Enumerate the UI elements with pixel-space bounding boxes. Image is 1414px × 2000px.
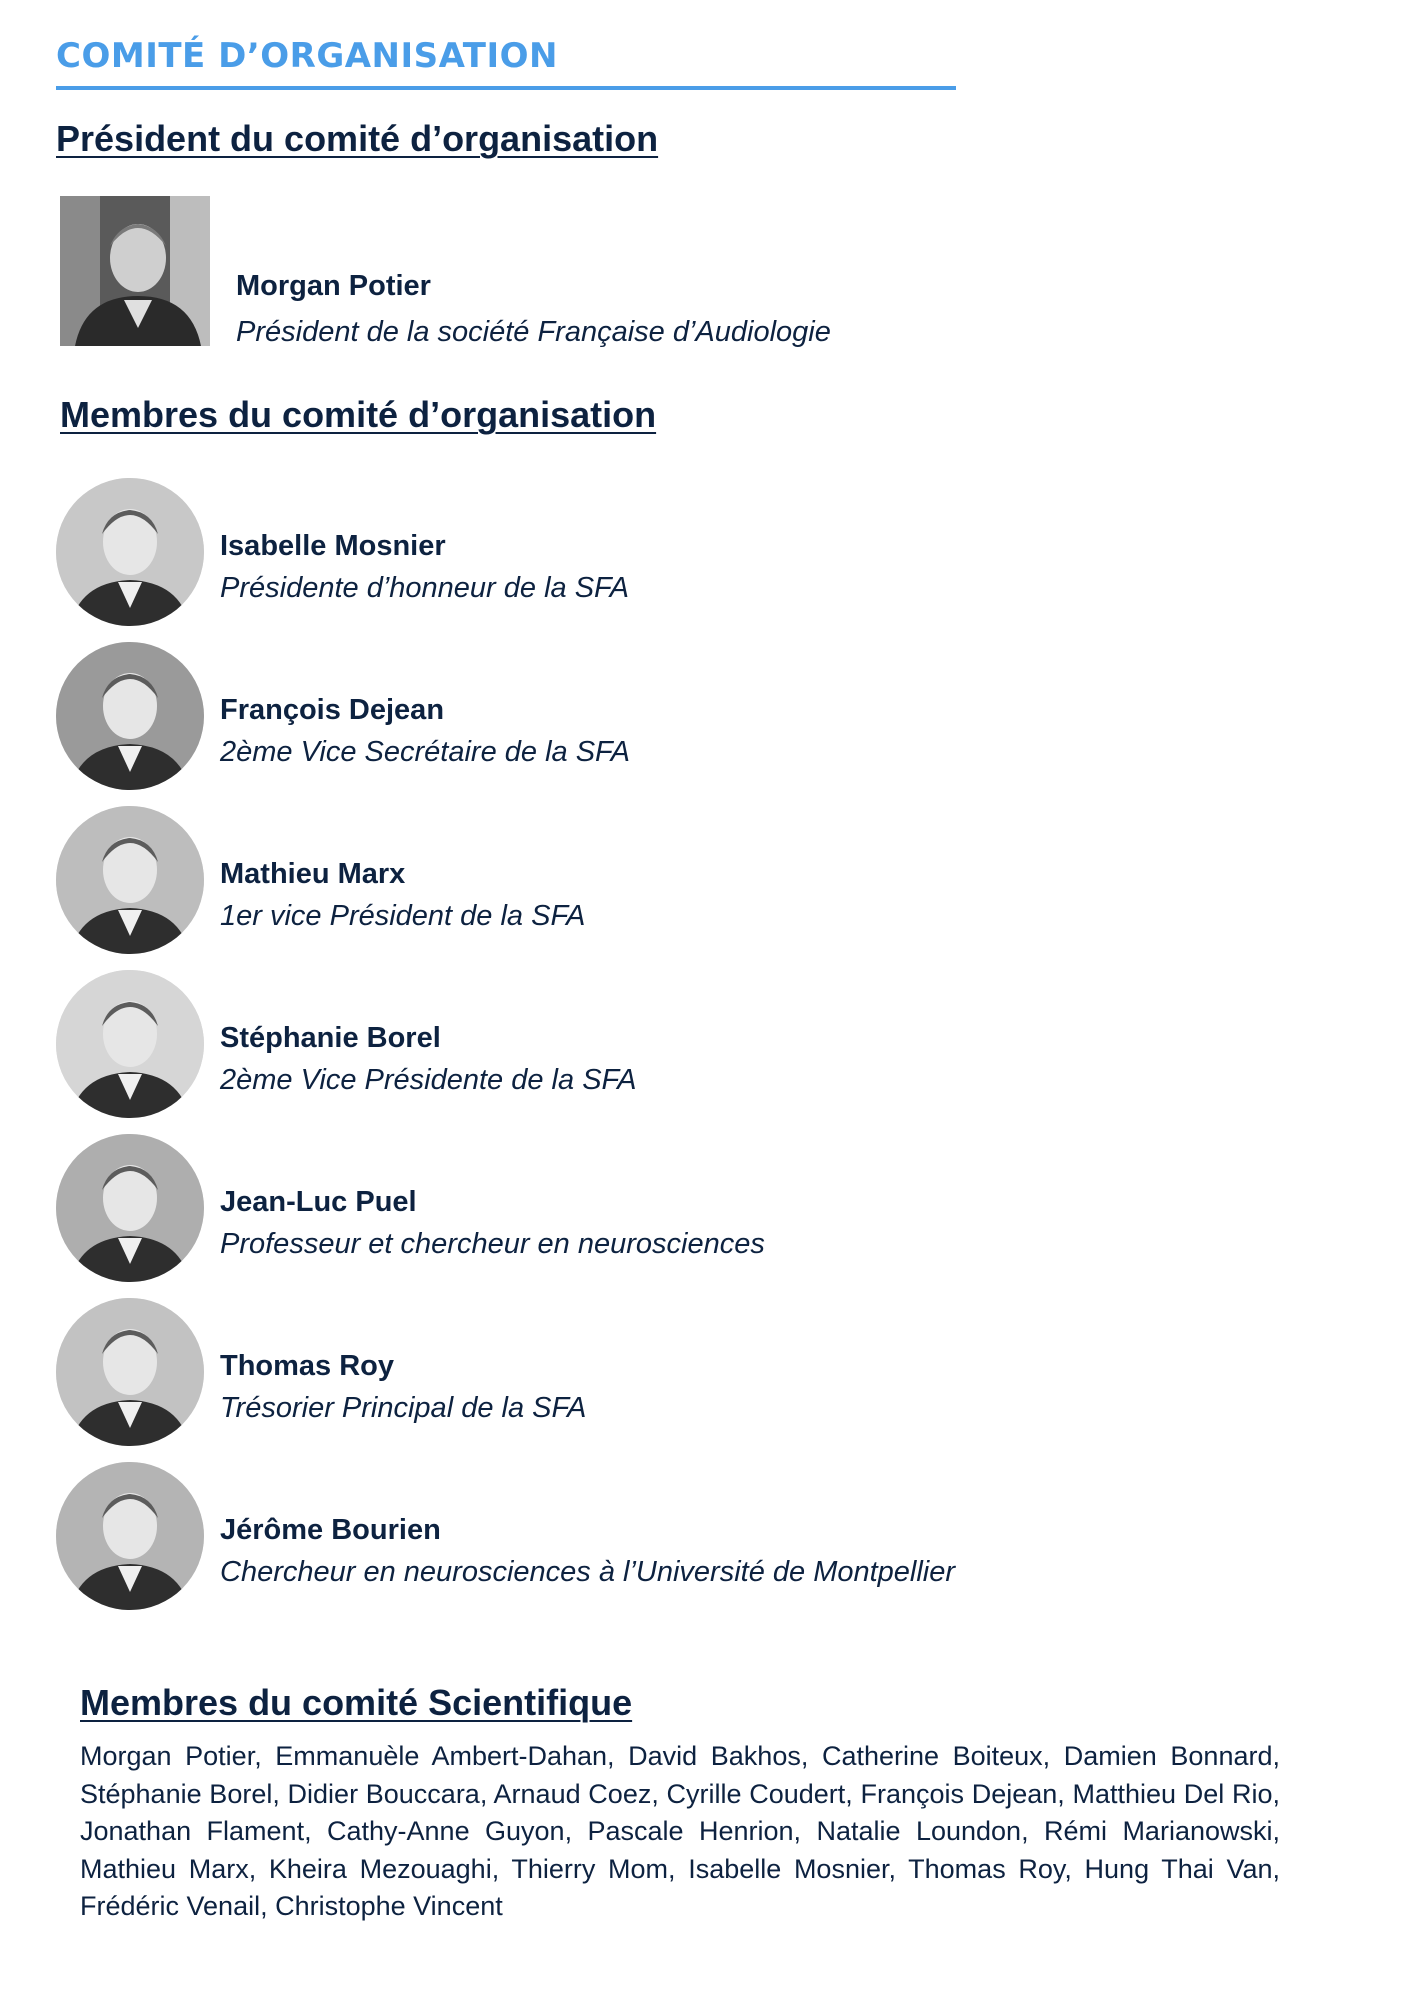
member-name: Mathieu Marx xyxy=(220,858,406,890)
member-name: Isabelle Mosnier xyxy=(220,530,446,562)
members-section-title: Membres du comité d’organisation xyxy=(60,394,657,435)
member-name: François Dejean xyxy=(220,694,445,726)
member-portrait-photo xyxy=(56,1462,204,1610)
portrait-photo xyxy=(60,196,210,346)
member-portrait-photo xyxy=(56,970,204,1118)
member-role: 2ème Vice Présidente de la SFA xyxy=(220,1064,637,1096)
member-role: Présidente d’honneur de la SFA xyxy=(220,572,629,604)
member-portrait-photo xyxy=(56,1298,204,1446)
person-role: Président de la société Française d’Audiologie xyxy=(236,316,831,348)
member-role: 2ème Vice Secrétaire de la SFA xyxy=(220,736,630,768)
member-portrait-photo xyxy=(56,478,204,626)
scientific-section-title: Membres du comité Scientifique xyxy=(80,1682,633,1723)
member-role: 1er vice Président de la SFA xyxy=(220,900,586,932)
member-portrait-photo xyxy=(56,642,204,790)
scientific-members-text: Morgan Potier, Emmanuèle Ambert-Dahan, David Bakhos, Catherine Boiteux, Damien Bonnard, Stéphanie Borel, Didier Bouccara, Arnaud Coez, Cyrille Coudert, François Dejean, Matthieu Del Rio, Jonathan Flament, Cathy-Anne Guyon, Pascale Henrion, Natalie Loundon, Rémi Marianowski, Mathieu Marx, Kheira Mezouaghi, Thierry Mom, Isabelle Mosnier, Thomas Roy, Hung Thai Van, Frédéric Venail, Christophe Vincent xyxy=(80,1741,1280,1921)
header-divider xyxy=(56,86,956,90)
member-name: Stéphanie Borel xyxy=(220,1022,441,1054)
member-portrait-photo xyxy=(56,806,204,954)
member-role: Professeur et chercheur en neurosciences xyxy=(220,1228,765,1260)
member-name: Jean-Luc Puel xyxy=(220,1186,417,1218)
member-name: Jérôme Bourien xyxy=(220,1514,441,1546)
member-portrait-photo xyxy=(56,1134,204,1282)
person-name: Morgan Potier xyxy=(236,270,431,302)
member-role: Trésorier Principal de la SFA xyxy=(220,1392,587,1424)
page-header-title: COMITÉ D’ORGANISATION xyxy=(56,36,559,76)
president-section-title: Président du comité d’organisation xyxy=(56,118,659,159)
member-role: Chercheur en neurosciences à l’Université de Montpellier xyxy=(220,1556,956,1588)
member-name: Thomas Roy xyxy=(220,1350,395,1382)
